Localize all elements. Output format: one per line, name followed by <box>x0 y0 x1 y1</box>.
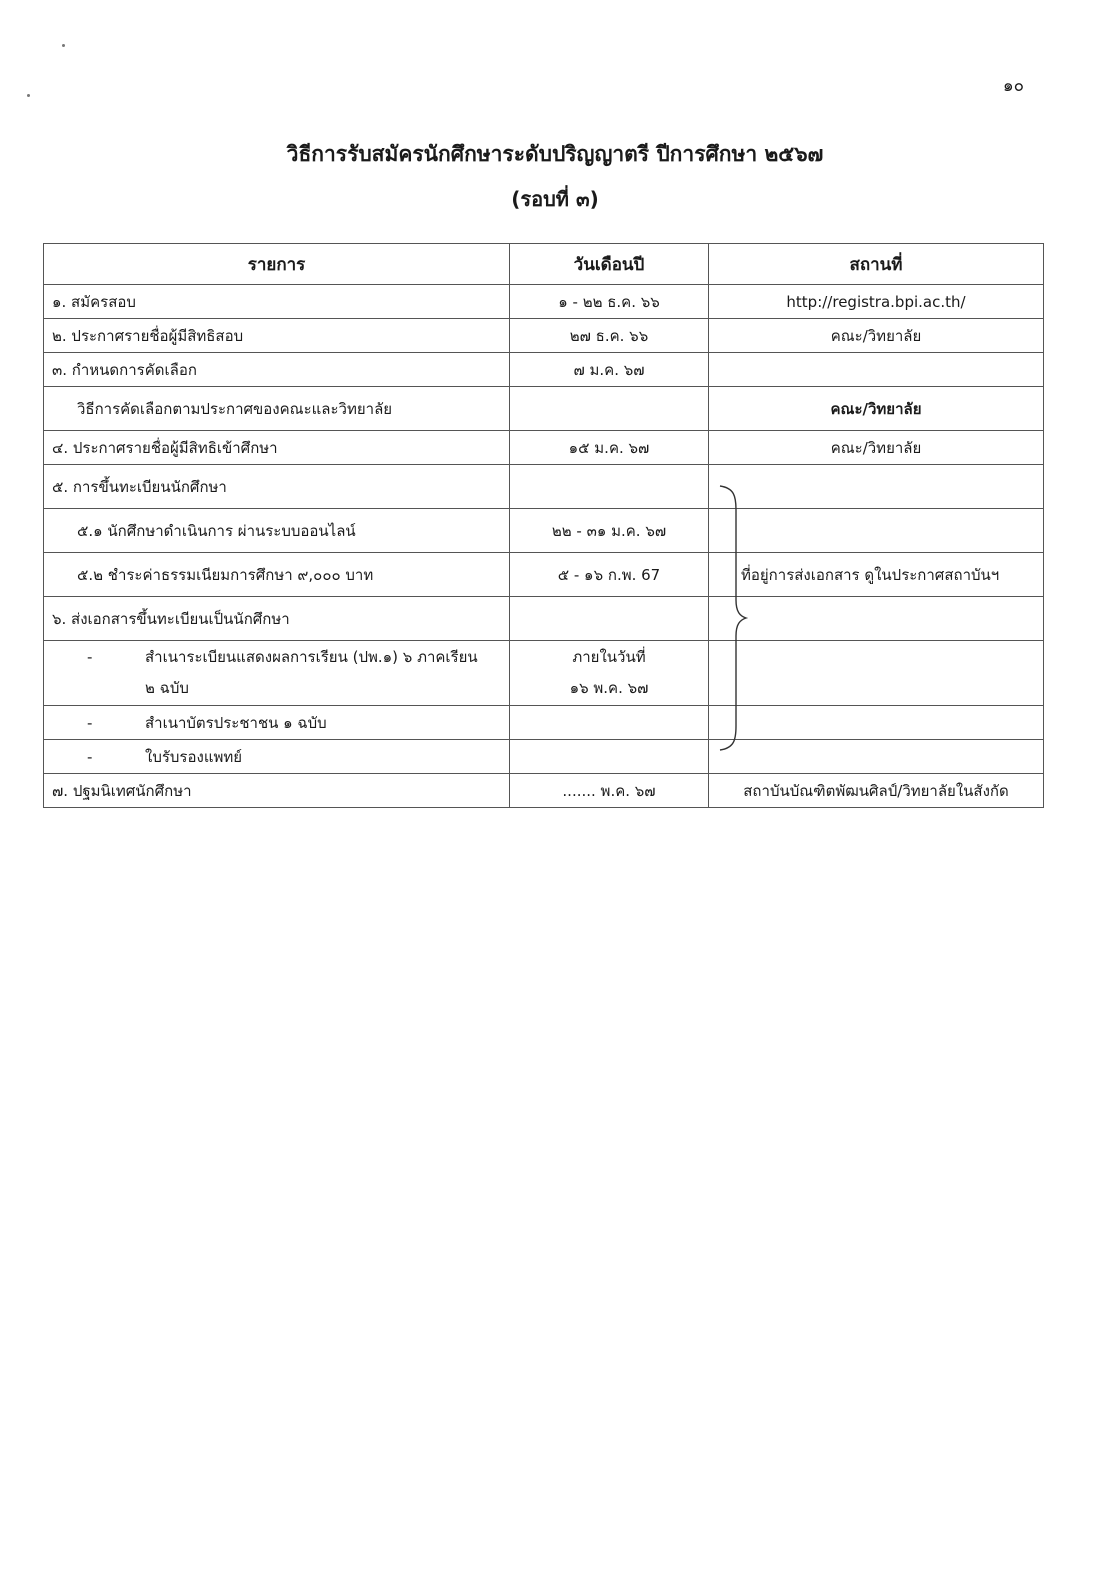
row-date: ๒๒ - ๓๑ ม.ค. ๖๗ <box>510 509 709 553</box>
row-date <box>510 641 709 706</box>
row-date <box>510 597 709 641</box>
row-date <box>510 706 709 740</box>
table-row <box>44 387 1044 431</box>
row-item-line2: ๒ ฉบับ <box>145 679 189 697</box>
row-item: ๓. กำหนดการคัดเลือก <box>44 353 510 387</box>
row-date: ๑๕ ม.ค. ๖๗ <box>510 431 709 465</box>
scan-speck <box>62 44 65 47</box>
row-date: ....... พ.ค. ๖๗ <box>510 774 709 808</box>
table-row <box>44 740 1044 774</box>
row-place: ที่อยู่การส่งเอกสาร ดูในประกาศสถาบันฯ <box>709 553 1044 597</box>
row-place <box>709 465 1044 509</box>
bullet-dash: - <box>87 713 93 732</box>
table-header-row <box>44 244 1044 285</box>
row-place <box>709 597 1044 641</box>
row-place: คณะ/วิทยาลัย <box>709 387 1044 431</box>
row-item <box>44 740 510 774</box>
row-item: ๗. ปฐมนิเทศนักศึกษา <box>44 774 510 808</box>
row-item: ๒. ประกาศรายชื่อผู้มีสิทธิสอบ <box>44 319 510 353</box>
row-place <box>709 706 1044 740</box>
row-item <box>44 641 510 706</box>
document-subtitle: (รอบที่ ๓) <box>511 187 599 211</box>
row-date <box>510 465 709 509</box>
schedule-table <box>43 243 1044 808</box>
header-item: รายการ <box>44 244 510 285</box>
row-item: ๔. ประกาศรายชื่อผู้มีสิทธิเข้าศึกษา <box>44 431 510 465</box>
row-date <box>510 387 709 431</box>
row-item: ๖. ส่งเอกสารขึ้นทะเบียนเป็นนักศึกษา <box>44 597 510 641</box>
row-place: สถาบันบัณฑิตพัฒนศิลป์/วิทยาลัยในสังกัด <box>709 774 1044 808</box>
row-item: ๑. สมัครสอบ <box>44 285 510 319</box>
row-item-text: ใบรับรองแพทย์ <box>145 747 243 766</box>
row-date: ๕ - ๑๖ ก.พ. 67 <box>510 553 709 597</box>
row-item: ๕. การขึ้นทะเบียนนักศึกษา <box>44 465 510 509</box>
row-item <box>44 706 510 740</box>
table-row <box>44 465 1044 509</box>
table-row <box>44 553 1044 597</box>
document-title: วิธีการรับสมัครนักศึกษาระดับปริญญาตรี ปีการศึกษา ๒๕๖๗ <box>286 142 824 166</box>
row-place: http://registra.bpi.ac.th/ <box>709 285 1044 319</box>
table-row <box>44 353 1044 387</box>
scan-speck <box>27 94 30 97</box>
row-place <box>709 641 1044 706</box>
row-place <box>709 740 1044 774</box>
row-place <box>709 509 1044 553</box>
header-date: วันเดือนปี <box>510 244 709 285</box>
bullet-dash: - <box>87 648 93 666</box>
curly-brace-icon <box>710 484 750 752</box>
row-item: ๕.๒ ชำระค่าธรรมเนียมการศึกษา ๙,๐๐๐ บาท <box>44 553 510 597</box>
row-date: ๗ ม.ค. ๖๗ <box>510 353 709 387</box>
header-place: สถานที่ <box>709 244 1044 285</box>
table-row <box>44 641 1044 706</box>
table-row <box>44 706 1044 740</box>
row-place: คณะ/วิทยาลัย <box>709 431 1044 465</box>
row-date-line1: ภายในวันที่ <box>572 648 646 666</box>
row-place: คณะ/วิทยาลัย <box>709 319 1044 353</box>
bullet-dash: - <box>87 747 93 766</box>
row-place <box>709 353 1044 387</box>
table-row <box>44 597 1044 641</box>
row-item-line1: สำเนาระเบียนแสดงผลการเรียน (ปพ.๑) ๖ ภาคเรียน <box>145 648 478 666</box>
row-item: วิธีการคัดเลือกตามประกาศของคณะและวิทยาลัย <box>44 387 510 431</box>
row-item-text: สำเนาบัตรประชาชน ๑ ฉบับ <box>145 713 327 732</box>
row-item: ๕.๑ นักศึกษาดำเนินการ ผ่านระบบออนไลน์ <box>44 509 510 553</box>
page-number: ๑๐ <box>1002 76 1024 96</box>
table-row <box>44 431 1044 465</box>
table-row <box>44 319 1044 353</box>
row-date: ๑ - ๒๒ ธ.ค. ๖๖ <box>510 285 709 319</box>
table-row <box>44 509 1044 553</box>
row-date <box>510 740 709 774</box>
row-date: ๒๗ ธ.ค. ๖๖ <box>510 319 709 353</box>
table-row <box>44 774 1044 808</box>
table-row <box>44 285 1044 319</box>
row-date-line2: ๑๖ พ.ค. ๖๗ <box>569 679 649 697</box>
